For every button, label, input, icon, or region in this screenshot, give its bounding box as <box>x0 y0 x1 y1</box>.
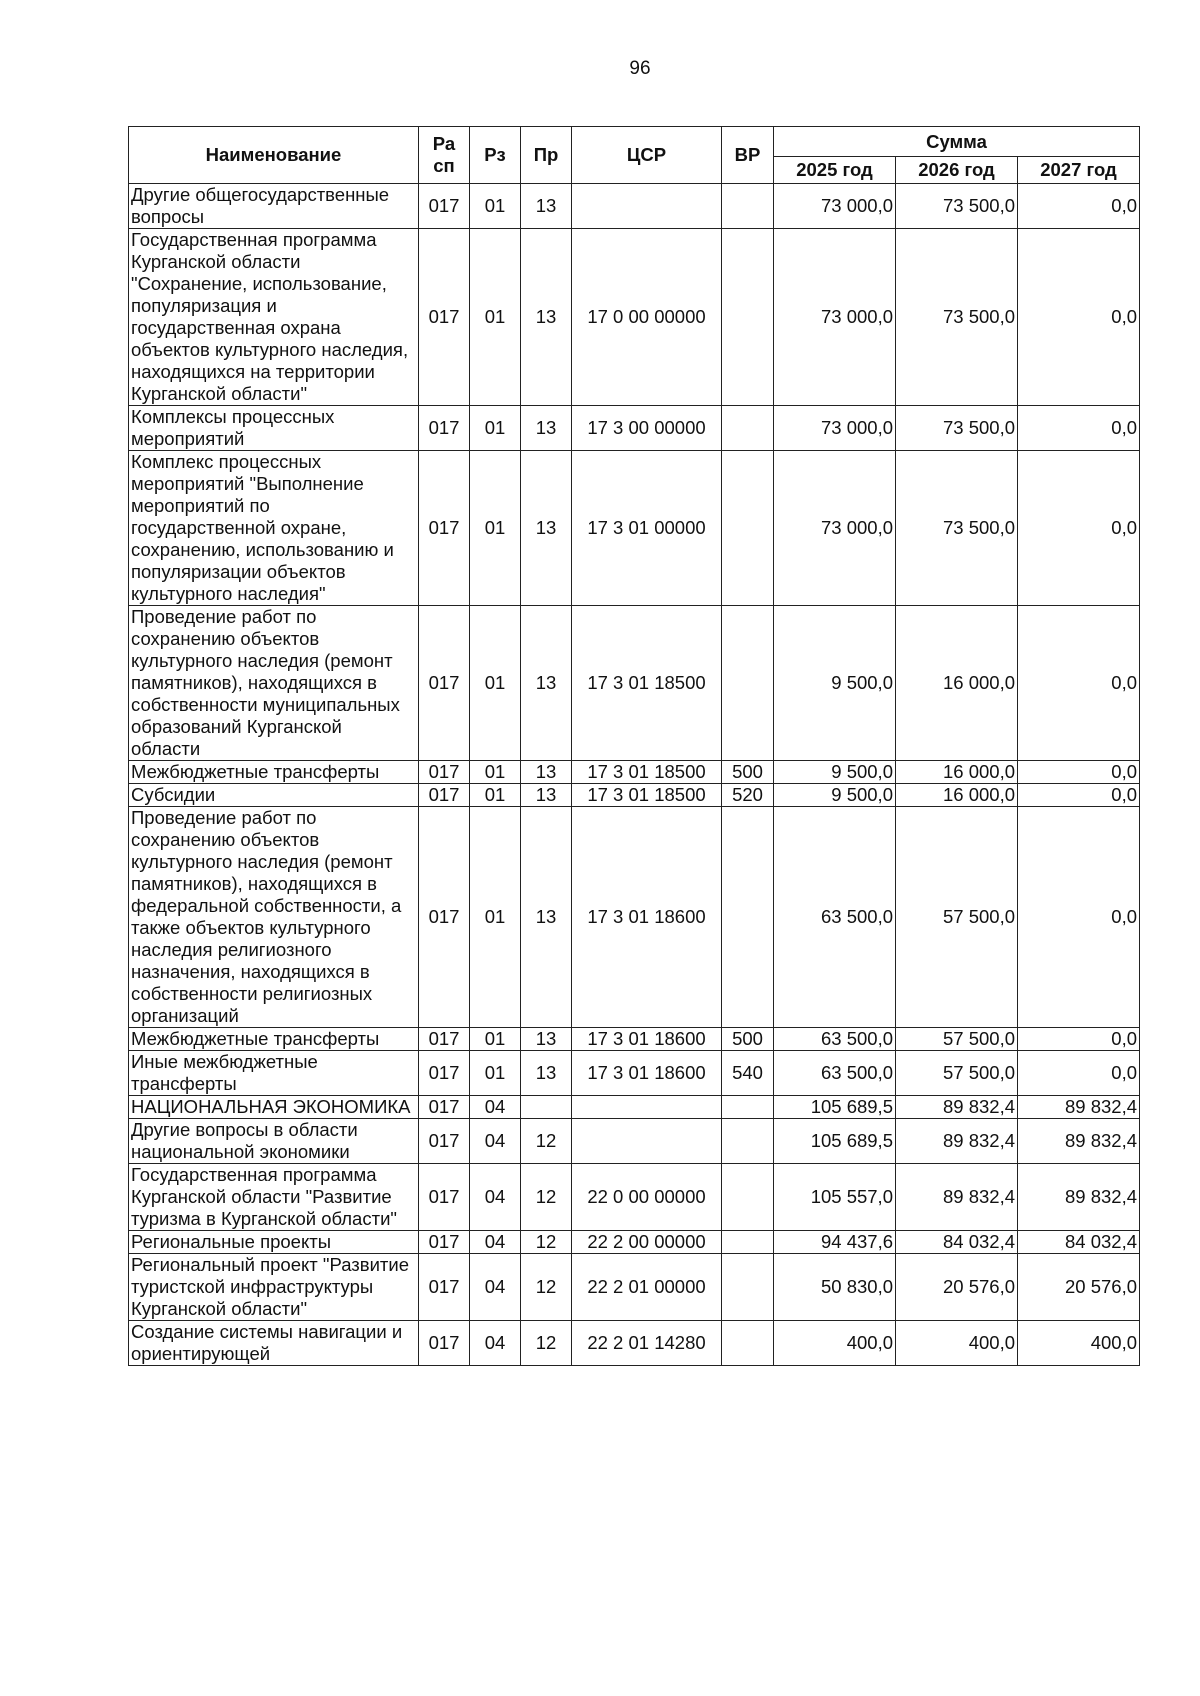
cell-rasp: 017 <box>419 184 470 229</box>
cell-csr: 17 0 00 00000 <box>572 229 722 406</box>
cell-rasp: 017 <box>419 1231 470 1254</box>
cell-rz: 04 <box>470 1254 521 1321</box>
cell-2027: 0,0 <box>1018 1028 1140 1051</box>
cell-2027: 0,0 <box>1018 606 1140 761</box>
cell-vr: 520 <box>722 784 774 807</box>
cell-pr: 13 <box>521 807 572 1028</box>
table-row <box>129 606 1140 761</box>
table-row <box>129 807 1140 1028</box>
table-row <box>129 1051 1140 1096</box>
cell-2026: 16 000,0 <box>896 606 1018 761</box>
cell-2027: 0,0 <box>1018 784 1140 807</box>
cell-vr <box>722 807 774 1028</box>
table-row <box>129 1119 1140 1164</box>
cell-name: Комплексы процессных мероприятий <box>129 406 419 451</box>
cell-2027: 400,0 <box>1018 1321 1140 1366</box>
cell-rz: 01 <box>470 184 521 229</box>
cell-2025: 9 500,0 <box>774 784 896 807</box>
cell-2026: 73 500,0 <box>896 229 1018 406</box>
cell-pr <box>521 1096 572 1119</box>
header-rz: Рз <box>470 127 521 184</box>
cell-rasp: 017 <box>419 1254 470 1321</box>
cell-2025: 9 500,0 <box>774 606 896 761</box>
cell-vr <box>722 1096 774 1119</box>
cell-pr: 12 <box>521 1119 572 1164</box>
header-year-2027: 2027 год <box>1018 157 1140 184</box>
budget-table <box>128 126 1140 1366</box>
header-pr: Пр <box>521 127 572 184</box>
cell-2026: 16 000,0 <box>896 784 1018 807</box>
cell-rasp: 017 <box>419 1096 470 1119</box>
cell-name: Проведение работ по сохранению объектов культурного наследия (ремонт памятников), находящихся в собственности муниципальных образований Курганской области <box>129 606 419 761</box>
cell-csr <box>572 184 722 229</box>
cell-rasp: 017 <box>419 1164 470 1231</box>
cell-csr: 22 0 00 00000 <box>572 1164 722 1231</box>
cell-csr: 17 3 01 18500 <box>572 761 722 784</box>
cell-2026: 57 500,0 <box>896 1051 1018 1096</box>
cell-2025: 9 500,0 <box>774 761 896 784</box>
header-sum: Сумма <box>774 127 1140 157</box>
cell-rz: 01 <box>470 1051 521 1096</box>
cell-vr <box>722 1231 774 1254</box>
cell-2026: 89 832,4 <box>896 1164 1018 1231</box>
cell-rasp: 017 <box>419 451 470 606</box>
cell-2027: 0,0 <box>1018 229 1140 406</box>
cell-rasp: 017 <box>419 1051 470 1096</box>
cell-2025: 73 000,0 <box>774 406 896 451</box>
cell-csr: 17 3 01 18600 <box>572 1028 722 1051</box>
cell-2025: 105 689,5 <box>774 1096 896 1119</box>
cell-vr <box>722 1254 774 1321</box>
cell-2026: 89 832,4 <box>896 1096 1018 1119</box>
cell-name: Субсидии <box>129 784 419 807</box>
cell-pr: 12 <box>521 1231 572 1254</box>
cell-2027: 89 832,4 <box>1018 1096 1140 1119</box>
cell-2026: 20 576,0 <box>896 1254 1018 1321</box>
cell-rz: 01 <box>470 606 521 761</box>
cell-pr: 12 <box>521 1321 572 1366</box>
cell-pr: 13 <box>521 1028 572 1051</box>
cell-2027: 0,0 <box>1018 761 1140 784</box>
table-row <box>129 1096 1140 1119</box>
cell-csr: 17 3 01 18500 <box>572 606 722 761</box>
cell-name: Государственная программа Курганской области "Развитие туризма в Курганской области" <box>129 1164 419 1231</box>
table-row <box>129 184 1140 229</box>
header-vr: ВР <box>722 127 774 184</box>
table-row <box>129 784 1140 807</box>
table-header <box>129 127 1140 184</box>
cell-csr: 22 2 00 00000 <box>572 1231 722 1254</box>
table-row <box>129 761 1140 784</box>
cell-rasp: 017 <box>419 761 470 784</box>
header-year-2026: 2026 год <box>896 157 1018 184</box>
page-number: 96 <box>629 58 651 79</box>
cell-2027: 0,0 <box>1018 451 1140 606</box>
cell-csr: 17 3 01 18600 <box>572 807 722 1028</box>
cell-2025: 50 830,0 <box>774 1254 896 1321</box>
cell-2026: 57 500,0 <box>896 1028 1018 1051</box>
cell-name: Комплекс процессных мероприятий "Выполнение мероприятий по государственной охране, сохранению, использованию и популяризации объектов культурного наследия" <box>129 451 419 606</box>
cell-rz: 01 <box>470 229 521 406</box>
cell-2025: 63 500,0 <box>774 1051 896 1096</box>
cell-rz: 01 <box>470 761 521 784</box>
cell-rz: 04 <box>470 1096 521 1119</box>
cell-csr: 17 3 01 00000 <box>572 451 722 606</box>
cell-pr: 13 <box>521 606 572 761</box>
cell-rz: 01 <box>470 807 521 1028</box>
cell-name: НАЦИОНАЛЬНАЯ ЭКОНОМИКА <box>129 1096 419 1119</box>
cell-2026: 73 500,0 <box>896 451 1018 606</box>
cell-2025: 105 557,0 <box>774 1164 896 1231</box>
table-row <box>129 229 1140 406</box>
table-row <box>129 1164 1140 1231</box>
cell-2026: 16 000,0 <box>896 761 1018 784</box>
cell-csr: 17 3 01 18600 <box>572 1051 722 1096</box>
cell-vr: 540 <box>722 1051 774 1096</box>
cell-name: Межбюджетные трансферты <box>129 761 419 784</box>
cell-2027: 20 576,0 <box>1018 1254 1140 1321</box>
cell-rasp: 017 <box>419 784 470 807</box>
header-csr: ЦСР <box>572 127 722 184</box>
cell-2026: 73 500,0 <box>896 184 1018 229</box>
table-row <box>129 1254 1140 1321</box>
cell-csr: 22 2 01 14280 <box>572 1321 722 1366</box>
cell-vr <box>722 184 774 229</box>
cell-name: Другие общегосударственные вопросы <box>129 184 419 229</box>
cell-pr: 12 <box>521 1164 572 1231</box>
cell-rasp: 017 <box>419 1321 470 1366</box>
cell-csr <box>572 1119 722 1164</box>
cell-pr: 13 <box>521 1051 572 1096</box>
cell-name: Иные межбюджетные трансферты <box>129 1051 419 1096</box>
cell-csr: 17 3 01 18500 <box>572 784 722 807</box>
cell-pr: 13 <box>521 184 572 229</box>
cell-rasp: 017 <box>419 1028 470 1051</box>
cell-vr: 500 <box>722 761 774 784</box>
cell-name: Другие вопросы в области национальной экономики <box>129 1119 419 1164</box>
cell-rz: 01 <box>470 784 521 807</box>
cell-2027: 89 832,4 <box>1018 1164 1140 1231</box>
cell-vr <box>722 606 774 761</box>
cell-csr: 17 3 00 00000 <box>572 406 722 451</box>
cell-rz: 04 <box>470 1119 521 1164</box>
cell-rz: 04 <box>470 1164 521 1231</box>
cell-2026: 57 500,0 <box>896 807 1018 1028</box>
header-name: Наименование <box>129 127 419 184</box>
cell-2027: 0,0 <box>1018 807 1140 1028</box>
cell-pr: 13 <box>521 784 572 807</box>
cell-rz: 01 <box>470 1028 521 1051</box>
cell-name: Государственная программа Курганской области "Сохранение, использование, популяризация и государственная охрана объектов культурного наследия, находящихся на территории Курганской области" <box>129 229 419 406</box>
cell-vr: 500 <box>722 1028 774 1051</box>
cell-pr: 12 <box>521 1254 572 1321</box>
cell-name: Региональные проекты <box>129 1231 419 1254</box>
cell-2025: 105 689,5 <box>774 1119 896 1164</box>
cell-2026: 84 032,4 <box>896 1231 1018 1254</box>
cell-2026: 400,0 <box>896 1321 1018 1366</box>
cell-rasp: 017 <box>419 229 470 406</box>
cell-rasp: 017 <box>419 807 470 1028</box>
cell-rasp: 017 <box>419 1119 470 1164</box>
cell-2027: 0,0 <box>1018 184 1140 229</box>
cell-vr <box>722 406 774 451</box>
table-row <box>129 1321 1140 1366</box>
table-row <box>129 1028 1140 1051</box>
cell-pr: 13 <box>521 451 572 606</box>
cell-vr <box>722 1119 774 1164</box>
cell-rasp: 017 <box>419 406 470 451</box>
cell-rz: 01 <box>470 406 521 451</box>
cell-csr <box>572 1096 722 1119</box>
cell-pr: 13 <box>521 761 572 784</box>
cell-vr <box>722 451 774 606</box>
cell-rasp: 017 <box>419 606 470 761</box>
table-row <box>129 451 1140 606</box>
cell-2025: 63 500,0 <box>774 807 896 1028</box>
cell-2025: 73 000,0 <box>774 184 896 229</box>
cell-vr <box>722 1164 774 1231</box>
cell-2026: 89 832,4 <box>896 1119 1018 1164</box>
cell-2027: 0,0 <box>1018 406 1140 451</box>
table-row <box>129 406 1140 451</box>
cell-2027: 0,0 <box>1018 1051 1140 1096</box>
cell-2025: 400,0 <box>774 1321 896 1366</box>
table-row <box>129 1231 1140 1254</box>
cell-2025: 73 000,0 <box>774 451 896 606</box>
cell-2025: 63 500,0 <box>774 1028 896 1051</box>
cell-2027: 84 032,4 <box>1018 1231 1140 1254</box>
cell-name: Создание системы навигации и ориентирующей <box>129 1321 419 1366</box>
cell-2025: 73 000,0 <box>774 229 896 406</box>
cell-vr <box>722 1321 774 1366</box>
cell-2027: 89 832,4 <box>1018 1119 1140 1164</box>
cell-rz: 01 <box>470 451 521 606</box>
cell-name: Проведение работ по сохранению объектов культурного наследия (ремонт памятников), находящихся в федеральной собственности, а также объектов культурного наследия религиозного назначения, находящихся в собственности религиозных организаций <box>129 807 419 1028</box>
cell-csr: 22 2 01 00000 <box>572 1254 722 1321</box>
cell-rz: 04 <box>470 1321 521 1366</box>
cell-2025: 94 437,6 <box>774 1231 896 1254</box>
header-year-2025: 2025 год <box>774 157 896 184</box>
cell-vr <box>722 229 774 406</box>
table-body <box>129 184 1140 1366</box>
cell-name: Региональный проект "Развитие туристской инфраструктуры Курганской области" <box>129 1254 419 1321</box>
cell-name: Межбюджетные трансферты <box>129 1028 419 1051</box>
header-rasp: Ра сп <box>419 127 470 184</box>
cell-rz: 04 <box>470 1231 521 1254</box>
cell-pr: 13 <box>521 229 572 406</box>
cell-pr: 13 <box>521 406 572 451</box>
cell-2026: 73 500,0 <box>896 406 1018 451</box>
